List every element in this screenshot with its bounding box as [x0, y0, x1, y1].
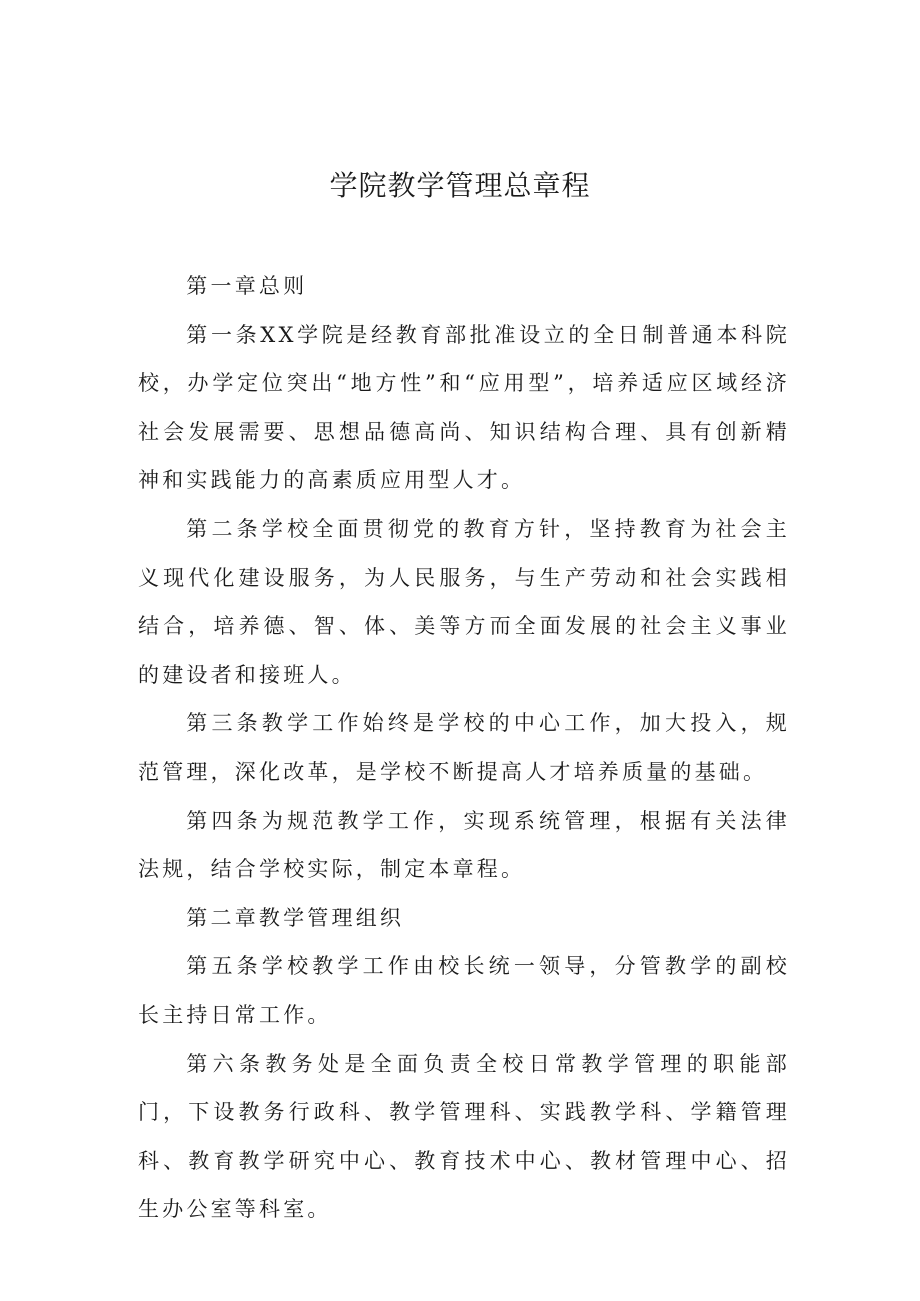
- chapter-2-heading: 第二章教学管理组织: [186, 905, 405, 930]
- article-5: 第五条学校教学工作由校长统一领导，分管教学的副校长主持日常工作。: [138, 954, 790, 1027]
- document-body: [138, 262, 790, 1234]
- article-6: 第六条教务处是全面负责全校日常教学管理的职能部门，下设教务行政科、教学管理科、实践教学科、学籍管理科、教育教学研究中心、教育技术中心、教材管理中心、招生办公室等科室。: [138, 1051, 790, 1222]
- article-4: 第四条为规范教学工作，实现系统管理，根据有关法律法规，结合学校实际，制定本章程。: [138, 808, 790, 882]
- document-title: 学院教学管理总章程: [329, 169, 591, 202]
- article-3: 第三条教学工作始终是学校的中心工作，加大投入，规范管理，深化改革，是学校不断提高人才培养质量的基础。: [138, 711, 790, 784]
- article-1: 第一条XX学院是经教育部批准设立的全日制普通本科院校，办学定位突出“地方性”和“应用型”，培养适应区域经济社会发展需要、思想品德高尚、知识结构合理、具有创新精神和实践能力的高素质应用型人才。: [138, 322, 790, 493]
- chapter-1-heading: 第一章总则: [186, 274, 308, 298]
- article-2: 第二条学校全面贯彻党的教育方针，坚持教育为社会主义现代化建设服务，为人民服务，与生产劳动和社会实践相结合，培养德、智、体、美等方而全面发展的社会主义事业的建设者和接班人。: [138, 516, 790, 687]
